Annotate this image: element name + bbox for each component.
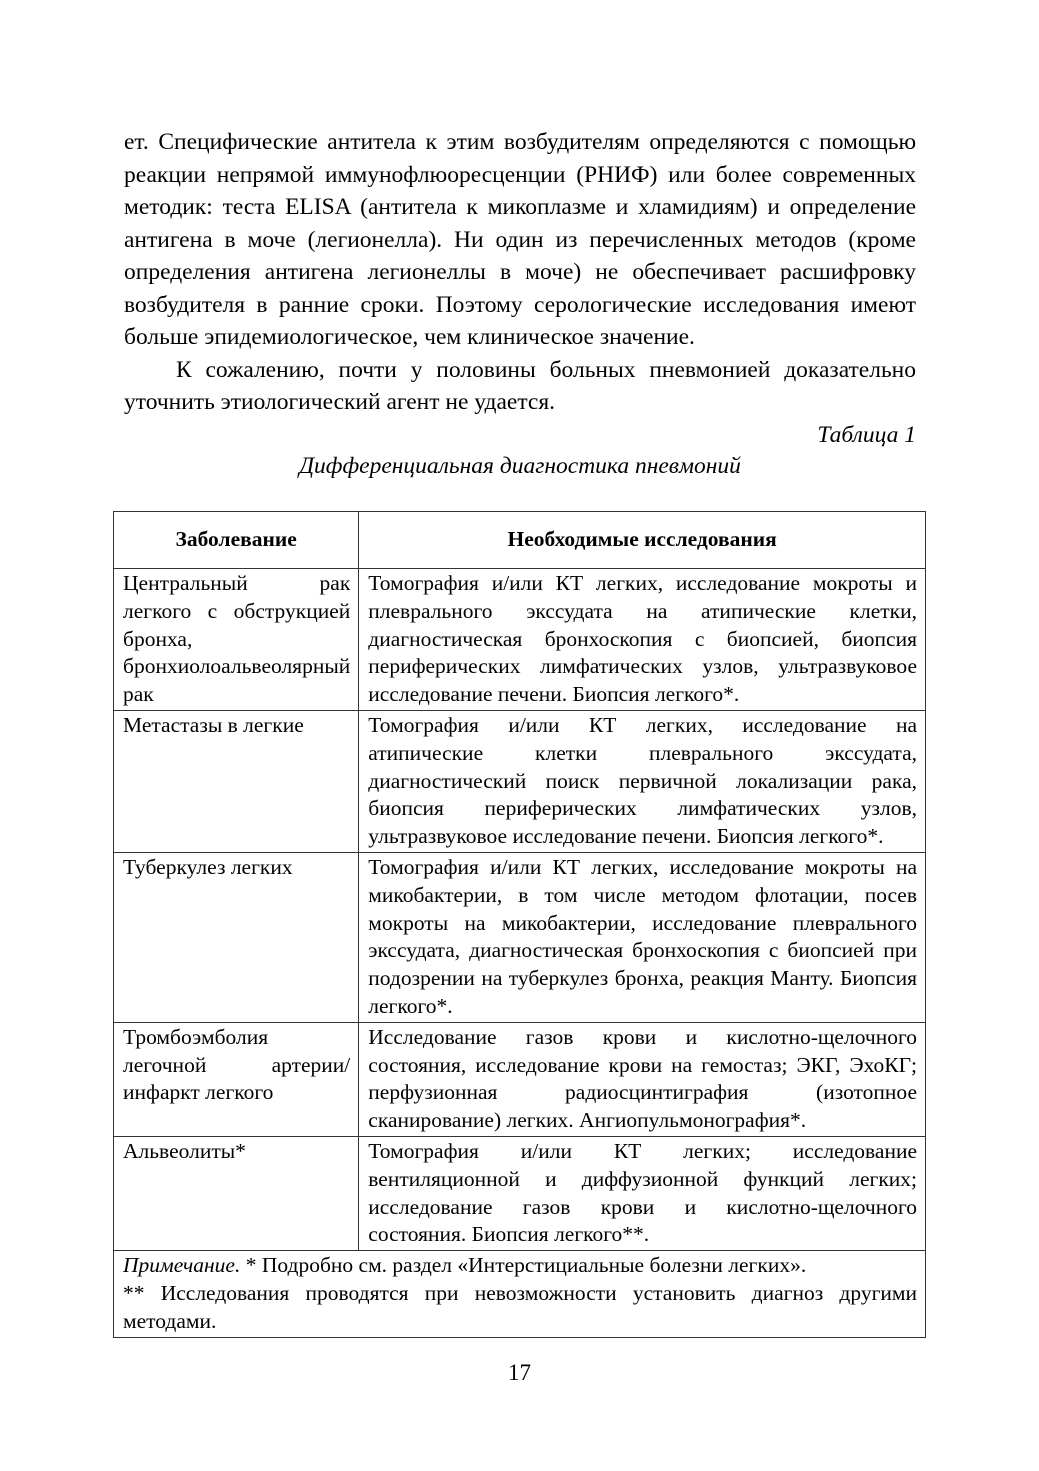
- note-label: Примечание.: [123, 1253, 241, 1278]
- disease-cell: Центральный рак легкого с обструкцией бронха, бронхиолоальвеолярный рак: [114, 569, 359, 711]
- disease-cell: Метастазы в легкие: [114, 710, 359, 852]
- column-header: Заболевание: [114, 512, 359, 569]
- investigations-cell: Томография и/или КТ легких, исследование мокроты на микобактерии, в том числе методом флотации, посев мокроты на микобактерии, исследование плеврального экссудата, диагностическая бронхоскопия с биопсией при подозрении на туберкулез бронха, реакция Манту. Биопсия легкого*.: [359, 852, 926, 1022]
- table-title: Дифференциальная диагностика пневмоний: [299, 452, 741, 479]
- investigations-cell: Томография и/или КТ легких; исследование вентиляционной и диффузионной функций легких; исследование газов крови и кислотно-щелочного состояния. Биопсия легкого**.: [359, 1136, 926, 1250]
- text-block: [124, 126, 916, 481]
- diagnosis-table: [113, 511, 926, 1338]
- table-label: Таблица 1: [817, 421, 916, 448]
- investigations-cell: Томография и/или КТ легких, исследование на атипические клетки плеврального экссудата, диагностический поиск первичной локализации рака, биопсия периферических лимфатических узлов, ультразвуковое исследование печени. Биопсия легкого*.: [359, 710, 926, 852]
- table-note-row: [114, 1251, 926, 1337]
- disease-cell: Туберкулез легких: [114, 852, 359, 1022]
- column-header: Необходимые исследования: [359, 512, 926, 569]
- table-row: [114, 1022, 926, 1136]
- page-number: 17: [508, 1360, 531, 1385]
- table-row: [114, 1136, 926, 1250]
- paragraph: ет. Специфические антитела к этим возбудителям определяются с помощью реакции непрямой иммунофлюоресценции (РНИФ) или более современных методик: теста ELISA (антитела к микоплазме и хламидиям) и определение антигена в моче (легионелла). Ни один из перечисленных методов (кроме определения антигена легионеллы в моче) не обеспечивает расшифровку возбудителя в ранние сроки. Поэтому серологические исследования имеют больше эпидемиологическое, чем клиническое значение.: [124, 129, 916, 350]
- investigations-cell: Томография и/или КТ легких, исследование мокроты и плеврального экссудата на атипические клетки, диагностическая бронхоскопия с биопсией, биопсия периферических лимфатических узлов, ультразвуковое исследование печени. Биопсия легкого*.: [359, 569, 926, 711]
- table-note: [114, 1251, 926, 1337]
- investigations-cell: Исследование газов крови и кислотно-щелочного состояния, исследование крови на гемостаз; ЭКГ, ЭхоКГ; перфузионная радиосцинтиграфия (изотопное сканирование) легких. Ангиопульмонография*.: [359, 1022, 926, 1136]
- note-line: * Подробно см. раздел «Интерстициальные болезни легких».: [240, 1253, 807, 1278]
- note-line: ** Исследования проводятся при невозможности установить диагноз другими методами.: [123, 1280, 917, 1333]
- paragraph: К сожалению, почти у половины больных пневмонией доказательно уточнить этиологический агент не удается.: [124, 356, 916, 415]
- table-row: [114, 710, 926, 852]
- disease-cell: Тромбоэмболия легочной артерии/инфаркт легкого: [114, 1022, 359, 1136]
- table-header-row: [114, 512, 926, 569]
- disease-cell: Альвеолиты*: [114, 1136, 359, 1250]
- table-row: [114, 569, 926, 711]
- table-row: [114, 852, 926, 1022]
